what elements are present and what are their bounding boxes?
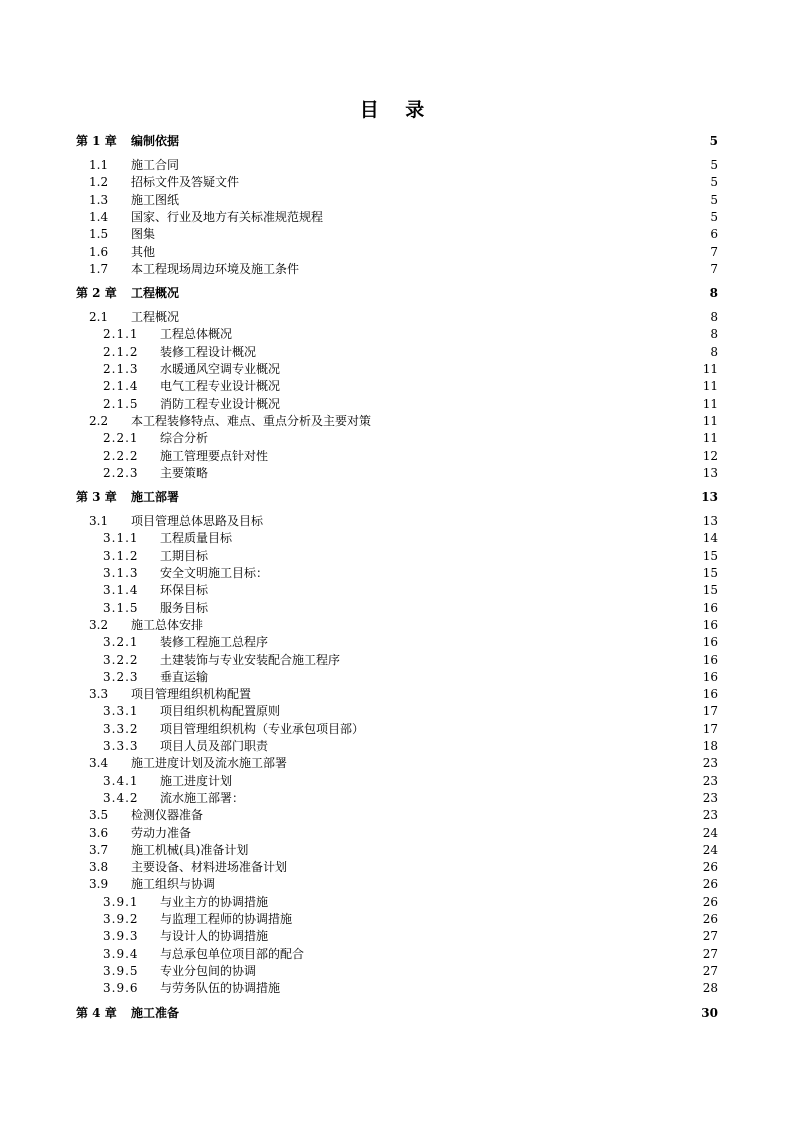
toc-chapter-entry[interactable]	[0, 285, 794, 302]
toc-page-number: 14	[702, 531, 718, 546]
toc-page-number: 11	[702, 413, 718, 428]
page-title: 目 录	[359, 99, 435, 121]
toc-entry-title: 编制依据	[131, 134, 180, 148]
toc-entry-title: 与设计人的协调措施	[160, 929, 269, 944]
toc-entry-number: 3.2	[89, 617, 109, 632]
toc-entry-title: 电气工程专业设计概况	[160, 379, 281, 394]
toc-entry-number: 3.3.1	[103, 704, 139, 719]
toc-entry-title: 施工组织与协调	[131, 877, 216, 892]
toc-page-number: 5	[710, 175, 718, 190]
toc-entry-number: 1.3	[89, 192, 109, 207]
toc-entry[interactable]	[0, 548, 794, 565]
toc-entry-title: 环保目标	[160, 583, 209, 598]
toc-page-number: 11	[702, 362, 718, 376]
toc-entry-title: 本工程现场周边环境及施工条件	[131, 261, 300, 276]
toc-entry[interactable]	[0, 773, 794, 790]
toc-entry[interactable]	[0, 465, 794, 482]
toc-entry-number: 第 2 章	[76, 286, 117, 301]
toc-entry[interactable]	[0, 157, 794, 174]
toc-entry[interactable]	[0, 344, 794, 361]
toc-entry-title: 项目管理组织机构配置	[131, 687, 252, 702]
toc-entry[interactable]	[0, 755, 794, 772]
toc-entry-number: 3.9.5	[103, 963, 139, 978]
toc-page-number: 16	[702, 687, 718, 702]
toc-entry-title: 项目组织机构配置原则	[160, 704, 281, 719]
toc-entry-title: 装修工程设计概况	[160, 344, 257, 359]
toc-page-number: 5	[709, 134, 718, 148]
toc-page-number: 23	[702, 790, 718, 805]
toc-entry-number: 2.1.4	[103, 379, 139, 394]
toc-entry-title: 国家、行业及地方有关标准规范规程	[131, 209, 324, 224]
toc-entry[interactable]	[0, 209, 794, 226]
toc-page-number: 8	[710, 327, 718, 342]
toc-page-number: 28	[702, 981, 718, 996]
toc-entry[interactable]	[0, 396, 794, 413]
toc-entry[interactable]	[0, 946, 794, 963]
toc-entry-title: 工程总体概况	[160, 327, 233, 342]
toc-page-number: 8	[710, 310, 718, 325]
toc-chapter-entry[interactable]	[0, 1005, 794, 1022]
toc-entry[interactable]	[0, 309, 794, 326]
toc-page-number: 15	[702, 566, 718, 580]
toc-entry-title: 流水施工部署：	[160, 790, 245, 805]
toc-entry-title: 检测仪器准备	[131, 808, 204, 823]
toc-entry[interactable]	[0, 652, 794, 669]
toc-chapter-entry[interactable]	[0, 489, 794, 506]
toc-entry-number: 3.9	[89, 877, 109, 892]
toc-page-number: 15	[702, 583, 718, 598]
toc-entry[interactable]	[0, 963, 794, 980]
toc-entry-title: 服务目标	[160, 600, 209, 615]
toc-entry-number: 2.2	[89, 413, 109, 428]
toc-entry-title: 施工管理要点针对性	[160, 448, 269, 463]
toc-entry-title: 施工图纸	[131, 192, 180, 207]
toc-page-number: 5	[710, 209, 718, 224]
toc-entry-number: 3.2.2	[103, 652, 139, 667]
toc-chapter-entry[interactable]	[0, 133, 794, 150]
toc-entry-title: 主要策略	[160, 465, 209, 480]
toc-entry-title: 水暖通风空调专业概况	[160, 362, 281, 376]
toc-entry[interactable]	[0, 530, 794, 547]
toc-entry[interactable]	[0, 361, 794, 378]
toc-entry-title: 专业分包间的协调	[160, 963, 257, 978]
toc-entry-number: 2.1	[89, 310, 109, 325]
toc-entry-number: 1.4	[89, 209, 109, 224]
toc-entry-number: 3.9.2	[103, 912, 139, 926]
toc-entry-title: 施工机械(具)准备计划	[131, 842, 249, 857]
toc-entry-number: 3.1.4	[103, 583, 139, 598]
toc-entry-title: 主要设备、材料进场准备计划	[131, 860, 288, 875]
toc-entry-title: 施工总体安排	[131, 617, 204, 632]
toc-entry-title: 项目管理总体思路及目标	[131, 514, 264, 529]
toc-entry-number: 1.6	[89, 244, 109, 259]
toc-entry-title: 项目管理组织机构（专业承包项目部）	[160, 721, 365, 736]
toc-page-number: 23	[702, 808, 718, 823]
toc-entry-title: 装修工程施工总程序	[160, 635, 269, 650]
toc-entry-title: 施工准备	[131, 1005, 180, 1020]
toc-entry[interactable]	[0, 634, 794, 651]
toc-page-number: 8	[709, 286, 718, 301]
toc-page-number: 11	[702, 431, 718, 446]
toc-entry[interactable]	[0, 894, 794, 911]
toc-entry-number: 3.9.4	[103, 946, 139, 961]
toc-entry-number: 3.6	[89, 825, 109, 840]
toc-entry-title: 项目人员及部门职责	[160, 739, 269, 753]
toc-entry-title: 施工部署	[131, 490, 180, 505]
toc-page-number: 7	[710, 244, 718, 259]
toc-page-number: 8	[710, 344, 718, 359]
toc-page-number: 16	[702, 600, 718, 615]
toc-page-number: 18	[702, 739, 718, 753]
toc-entry[interactable]	[0, 565, 794, 582]
toc-entry[interactable]	[0, 703, 794, 720]
toc-page-number: 13	[702, 465, 718, 480]
toc-entry[interactable]	[0, 721, 794, 738]
toc-page-number: 24	[702, 842, 718, 857]
toc-entry[interactable]	[0, 617, 794, 634]
toc-page-number: 11	[702, 379, 718, 394]
toc-entry-number: 3.9.1	[103, 894, 139, 909]
toc-page-number: 16	[702, 652, 718, 667]
toc-page-number: 26	[702, 894, 718, 909]
toc-page-number: 16	[702, 617, 718, 632]
toc-entry[interactable]	[0, 513, 794, 530]
toc-entry-number: 3.3.3	[103, 739, 139, 753]
toc-entry-number: 3.1.5	[103, 600, 139, 615]
toc-entry-title: 工程概况	[131, 310, 180, 325]
toc-entry-title: 施工进度计划及流水施工部署	[131, 756, 288, 771]
toc-entry-title: 与监理工程师的协调措施	[160, 912, 293, 926]
toc-page-number: 26	[702, 877, 718, 892]
toc-page-number: 6	[710, 227, 718, 242]
toc-entry-number: 3.4.2	[103, 790, 139, 805]
toc-entry-number: 3.4.1	[103, 773, 139, 788]
toc-entry-number: 3.4	[89, 756, 109, 771]
toc-page-number: 12	[702, 448, 718, 463]
toc-entry-number: 2.1.3	[103, 362, 139, 376]
toc-entry[interactable]	[0, 600, 794, 617]
toc-entry-number: 3.1	[89, 514, 109, 529]
toc-entry[interactable]	[0, 876, 794, 893]
toc-entry-number: 2.1.5	[103, 396, 139, 411]
toc-entry[interactable]	[0, 244, 794, 261]
toc-entry[interactable]	[0, 859, 794, 876]
toc-page-number: 27	[702, 929, 718, 944]
toc-entry-title: 垂直运输	[160, 669, 209, 684]
toc-entry-title: 工程质量目标	[160, 531, 233, 546]
toc-page-number: 13	[701, 490, 718, 505]
toc-entry-number: 3.5	[89, 808, 109, 823]
toc-entry-title: 本工程装修特点、难点、重点分析及主要对策	[131, 413, 372, 428]
toc-entry-number: 3.8	[89, 860, 109, 875]
toc-page-number: 17	[702, 721, 718, 736]
toc-entry-title: 施工进度计划	[160, 773, 233, 788]
toc-page-number: 26	[702, 860, 718, 875]
toc-entry-number: 3.7	[89, 842, 109, 857]
toc-page-number: 26	[702, 912, 718, 926]
toc-page-number: 30	[701, 1005, 718, 1020]
toc-entry-title: 综合分析	[160, 431, 209, 446]
toc-page-number: 7	[710, 261, 718, 276]
toc-page-number: 23	[702, 773, 718, 788]
toc-entry[interactable]	[0, 911, 794, 928]
toc-entry-title: 施工合同	[131, 158, 180, 172]
toc-entry-number: 3.9.3	[103, 929, 139, 944]
toc-entry-number: 2.2.1	[103, 431, 139, 446]
toc-entry[interactable]	[0, 825, 794, 842]
toc-entry-number: 2.1.2	[103, 344, 139, 359]
toc-entry[interactable]	[0, 448, 794, 465]
toc-page-number: 11	[702, 396, 718, 411]
toc-entry-number: 第 3 章	[76, 490, 117, 505]
toc-entry-title: 图集	[131, 227, 156, 242]
toc-entry-number: 第 1 章	[76, 134, 117, 148]
toc-entry-number: 1.7	[89, 261, 109, 276]
toc-page-number: 17	[702, 704, 718, 719]
toc-entry-title: 其他	[131, 244, 156, 259]
toc-entry-number: 1.2	[89, 175, 109, 190]
toc-entry[interactable]	[0, 261, 794, 278]
toc-entry-title: 工期目标	[160, 548, 209, 563]
toc-page-number: 24	[702, 825, 718, 840]
toc-entry-number: 3.2.3	[103, 669, 139, 684]
toc-entry-title: 与总承包单位项目部的配合	[160, 946, 305, 961]
toc-entry[interactable]	[0, 326, 794, 343]
toc-entry-number: 第 4 章	[76, 1005, 117, 1020]
toc-entry[interactable]	[0, 980, 794, 997]
toc-entry-number: 3.1.3	[103, 566, 139, 580]
toc-page-number: 27	[702, 963, 718, 978]
toc-entry-number: 3.3.2	[103, 721, 139, 736]
toc-entry-number: 3.3	[89, 687, 109, 702]
toc-entry[interactable]	[0, 790, 794, 807]
toc-entry-title: 与业主方的协调措施	[160, 894, 269, 909]
toc-entry-title: 工程概况	[131, 286, 180, 301]
toc-entry-title: 劳动力准备	[131, 825, 192, 840]
toc-page-number: 5	[710, 158, 718, 172]
toc-page-number: 27	[702, 946, 718, 961]
toc-entry-title: 与劳务队伍的协调措施	[160, 981, 281, 996]
toc-entry[interactable]	[0, 738, 794, 755]
toc-entry[interactable]	[0, 192, 794, 209]
toc-entry-number: 3.2.1	[103, 635, 139, 650]
toc-entry[interactable]	[0, 807, 794, 824]
toc-entry-number: 2.1.1	[103, 327, 139, 342]
toc-entry[interactable]	[0, 669, 794, 686]
toc-page-number: 15	[702, 548, 718, 563]
toc-entry[interactable]	[0, 928, 794, 945]
toc-page-number: 5	[710, 192, 718, 207]
toc-entry[interactable]	[0, 686, 794, 703]
toc-entry[interactable]	[0, 413, 794, 430]
toc-entry-number: 1.5	[89, 227, 109, 242]
toc-page-number: 16	[702, 669, 718, 684]
toc-entry-title: 土建装饰与专业安装配合施工程序	[160, 652, 341, 667]
toc-entry-number: 2.2.3	[103, 465, 139, 480]
toc-page-number: 13	[702, 514, 718, 529]
toc-entry-number: 2.2.2	[103, 448, 139, 463]
toc-entry[interactable]	[0, 582, 794, 599]
toc-entry-title: 消防工程专业设计概况	[160, 396, 281, 411]
toc-entry-number: 3.1.2	[103, 548, 139, 563]
toc-page-number: 16	[702, 635, 718, 650]
toc-entry[interactable]	[0, 226, 794, 243]
toc-entry-title: 安全文明施工目标：	[160, 566, 269, 580]
toc-entry[interactable]	[0, 378, 794, 395]
toc-entry-number: 3.9.6	[103, 981, 139, 996]
toc-entry-number: 3.1.1	[103, 531, 139, 546]
toc-entry[interactable]	[0, 174, 794, 191]
toc-entry-number: 1.1	[89, 158, 109, 172]
toc-page-number: 23	[702, 756, 718, 771]
toc-entry[interactable]	[0, 430, 794, 447]
toc-entry-title: 招标文件及答疑文件	[131, 175, 240, 190]
toc-entry[interactable]	[0, 842, 794, 859]
